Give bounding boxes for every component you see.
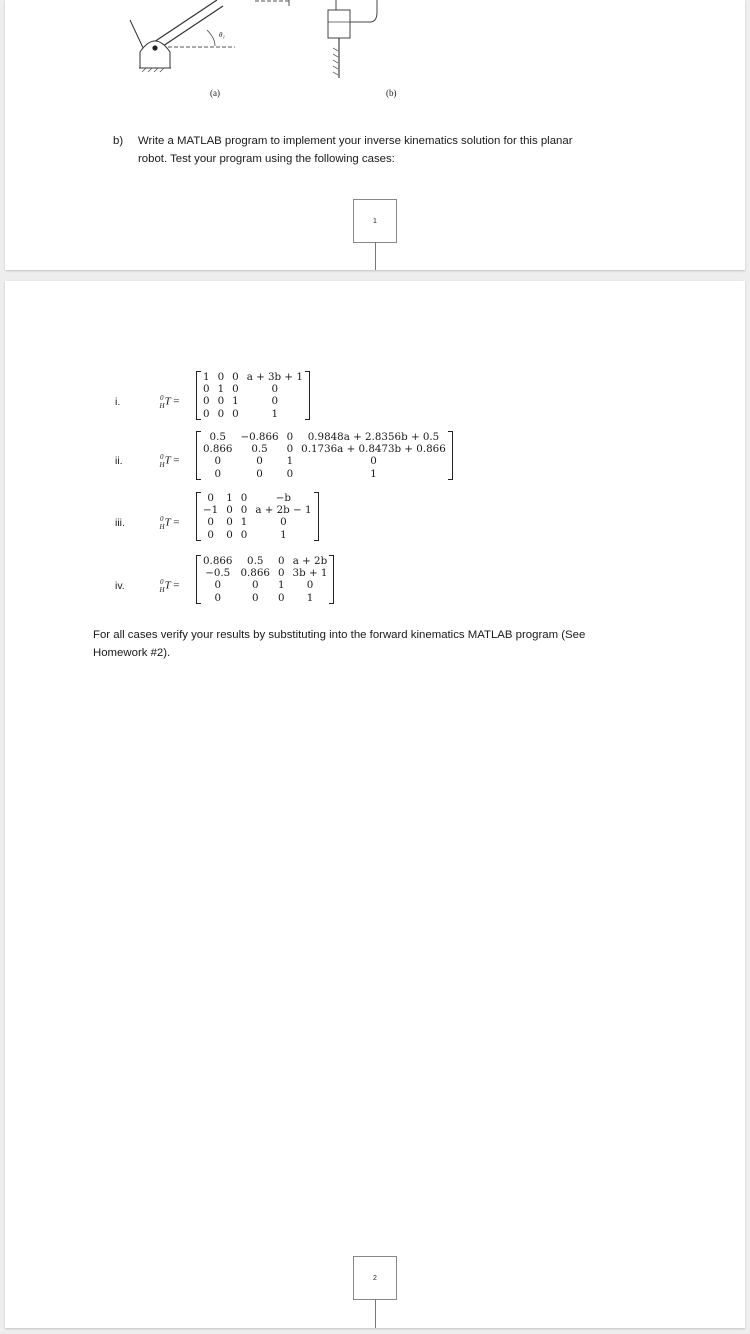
- case-ii-lhs: [160, 453, 179, 469]
- matrix-cell: 0: [214, 455, 222, 468]
- matrix-left-bracket: [196, 431, 201, 480]
- matrix-case-ii: [199, 431, 450, 480]
- robot-figure: [5, 0, 745, 90]
- matrix-cell: 0.5: [251, 443, 268, 456]
- lhs-base: T: [164, 516, 171, 529]
- question-b-line-2: robot. Test your program using the following cases:: [138, 153, 395, 165]
- matrix-cell: 3b + 1: [292, 567, 328, 580]
- matrix-case-iv: [199, 555, 331, 604]
- matrix-cell: 0: [286, 431, 294, 443]
- matrix-cell: 0: [226, 504, 233, 517]
- figure-a-planar-arm: [130, 0, 291, 72]
- case-iii-label: iii.: [115, 517, 125, 529]
- matrix-cell: 0.5: [247, 555, 264, 567]
- matrix-cell: 0: [232, 383, 239, 396]
- lhs-equals: =: [173, 395, 180, 408]
- matrix-cell: 1: [271, 407, 279, 420]
- matrix-cell: −0.866: [240, 431, 279, 443]
- matrix-cell: 0: [286, 467, 294, 480]
- matrix-left-bracket: [196, 492, 201, 541]
- matrix-cell: 0: [251, 591, 259, 604]
- matrix-cell: −1: [203, 504, 219, 517]
- matrix-cell: 0: [370, 455, 377, 468]
- matrix-cell: 0: [280, 516, 287, 529]
- matrix-cell: 0: [217, 371, 225, 383]
- matrix-right-bracket: [448, 431, 453, 480]
- case-iv-lhs: [160, 578, 179, 594]
- footer-line-2: Homework #2).: [93, 647, 171, 659]
- matrix-cell: 0.866: [203, 555, 233, 567]
- lhs-base: T: [164, 454, 171, 467]
- matrix-cell: 1: [203, 371, 210, 383]
- figure-b-caption: (b): [386, 88, 397, 98]
- lhs-equals: =: [173, 516, 180, 529]
- theta-label: θ₁: [219, 31, 225, 39]
- matrix-cell: 0: [256, 467, 263, 480]
- case-ii-label: ii.: [115, 455, 123, 467]
- page-number-connector: [375, 242, 376, 270]
- matrix-cell: −b: [275, 492, 292, 504]
- case-iv-label: iv.: [115, 580, 125, 592]
- matrix-left-bracket: [196, 371, 201, 420]
- matrix-cell: 0: [207, 492, 214, 504]
- lhs-sub: H: [159, 460, 165, 469]
- matrix-cell: 1: [232, 395, 239, 408]
- matrix-cell: 0.866: [203, 443, 233, 456]
- matrix-cell: 0: [203, 383, 210, 396]
- matrix-cell: 0: [207, 528, 214, 541]
- lhs-sup: 0: [160, 394, 164, 402]
- case-i-lhs: [160, 394, 179, 410]
- matrix-cell: 0.1736a + 0.8473b + 0.866: [301, 443, 446, 456]
- matrix-cell: 0: [226, 528, 233, 541]
- matrix-cell: 1: [306, 591, 314, 604]
- matrix-cell: 0: [240, 492, 248, 504]
- matrix-cell: 0.866: [240, 567, 270, 580]
- case-iii-lhs: [160, 515, 179, 531]
- matrix-cell: 0: [277, 567, 285, 580]
- matrix-case-iii: [199, 492, 316, 541]
- lhs-sub: H: [159, 585, 165, 594]
- matrix-cell: 0: [214, 467, 222, 480]
- matrix-cell: 1: [280, 528, 287, 541]
- matrix-cell: 0: [232, 371, 239, 383]
- matrix-cell: 0: [306, 579, 314, 592]
- matrix-cell: 1: [286, 455, 294, 468]
- matrix-cell: 0: [256, 455, 263, 468]
- matrix-cell: a + 3b + 1: [246, 371, 303, 383]
- matrix-case-i: [199, 371, 307, 420]
- matrix-cell: 0: [277, 555, 285, 567]
- lhs-sub: H: [159, 401, 165, 410]
- matrix-cell: 0: [203, 407, 210, 420]
- page-number-connector: [375, 1299, 376, 1328]
- page-number-box: 1: [353, 199, 397, 243]
- footer-line-1: For all cases verify your results by substituting into the forward kinematics MATLAB program (See: [93, 629, 586, 641]
- matrix-cell: a + 2b − 1: [255, 504, 312, 517]
- matrix-right-bracket: [329, 555, 334, 604]
- question-b-line-1: Write a MATLAB program to implement your inverse kinematics solution for this planar: [138, 135, 573, 147]
- lhs-sup: 0: [160, 578, 164, 586]
- lhs-sup: 0: [160, 515, 164, 523]
- matrix-cell: 0: [240, 504, 248, 517]
- case-i-label: i.: [115, 396, 121, 408]
- document-page-1: [5, 0, 745, 270]
- matrix-cell: 0: [251, 579, 259, 592]
- matrix-cell: 0: [203, 395, 210, 408]
- matrix-cell: 1: [217, 383, 225, 396]
- lhs-equals: =: [173, 579, 180, 592]
- matrix-cell: 1: [226, 492, 233, 504]
- matrix-cell: 0: [232, 407, 239, 420]
- lhs-sup: 0: [160, 453, 164, 461]
- figure-b-prismatic-arm: [328, 0, 377, 78]
- matrix-cell: 0: [277, 591, 285, 604]
- matrix-cell: 1: [240, 516, 248, 529]
- matrix-cell: 1: [370, 467, 377, 480]
- matrix-right-bracket: [314, 492, 319, 541]
- matrix-cell: 1: [277, 579, 285, 592]
- matrix-right-bracket: [305, 371, 310, 420]
- document-page-2: [5, 281, 745, 1328]
- matrix-left-bracket: [196, 555, 201, 604]
- matrix-cell: 0: [214, 579, 222, 592]
- lhs-base: T: [164, 579, 171, 592]
- matrix-cell: 0: [271, 383, 279, 396]
- lhs-sub: H: [159, 522, 165, 531]
- matrix-cell: 0: [226, 516, 233, 529]
- matrix-cell: 0: [271, 395, 279, 408]
- matrix-cell: 0: [217, 407, 225, 420]
- lhs-equals: =: [173, 454, 180, 467]
- lhs-base: T: [164, 395, 171, 408]
- matrix-cell: 0.9848a + 2.8356b + 0.5: [307, 431, 440, 443]
- page-number-box: 2: [353, 1256, 397, 1300]
- matrix-cell: 0.5: [209, 431, 226, 443]
- matrix-cell: 0: [214, 591, 222, 604]
- matrix-cell: −0.5: [205, 567, 231, 580]
- matrix-cell: 0: [207, 516, 214, 529]
- question-b-marker: b): [113, 135, 124, 147]
- matrix-cell: 0: [217, 395, 225, 408]
- figure-a-caption: (a): [210, 88, 220, 98]
- matrix-cell: 0: [240, 528, 248, 541]
- matrix-cell: 0: [286, 443, 294, 456]
- matrix-cell: a + 2b: [292, 555, 328, 567]
